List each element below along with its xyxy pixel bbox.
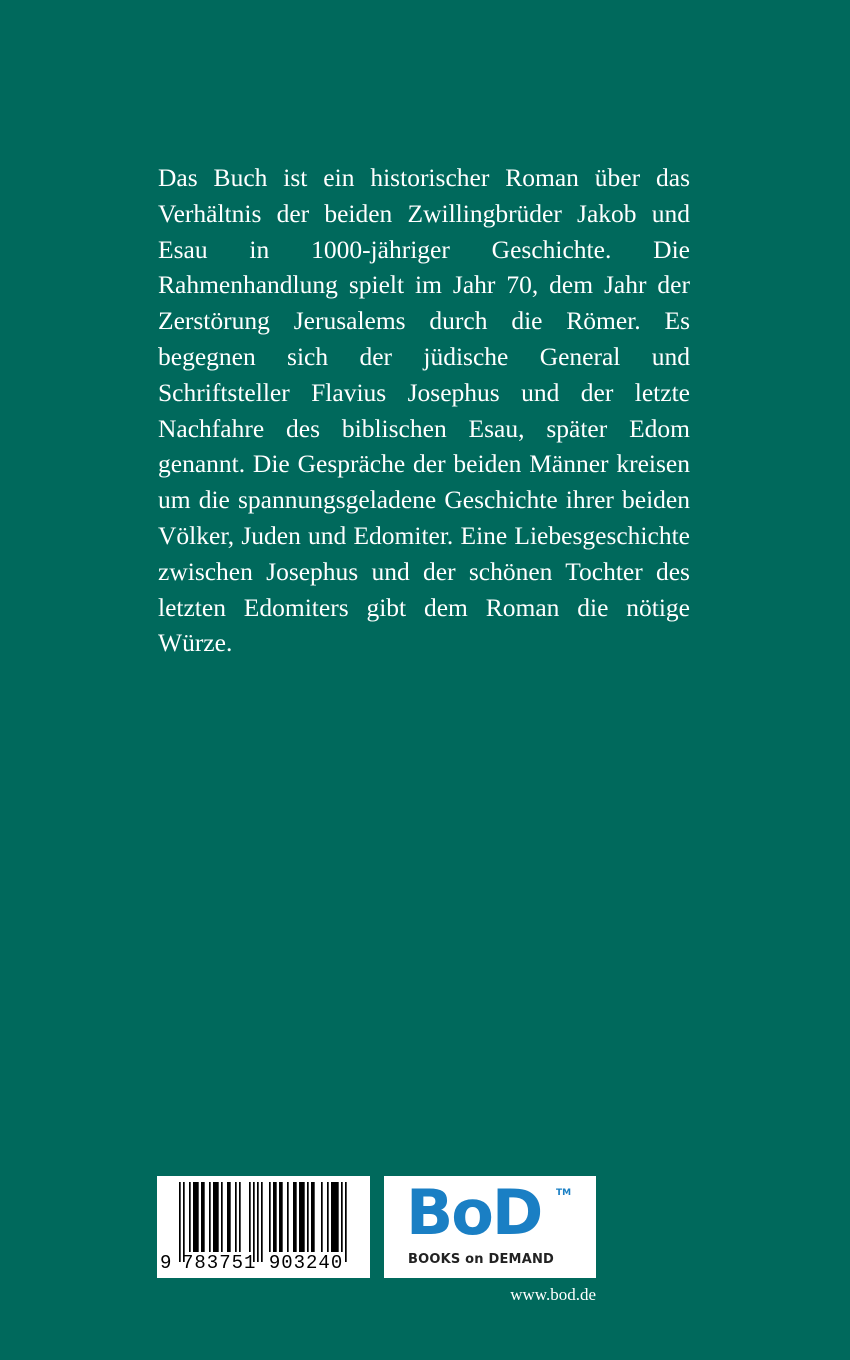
barcode-bar [299, 1182, 305, 1252]
barcode-bar [201, 1182, 205, 1252]
barcode-bar [189, 1182, 191, 1252]
barcode-bar [193, 1182, 199, 1252]
trademark-mark: TM [556, 1188, 572, 1198]
barcode-bar [209, 1182, 211, 1252]
isbn-rest-digits: 783751 903240 [182, 1252, 344, 1274]
barcode-bar [273, 1182, 277, 1252]
barcode-bar [227, 1182, 231, 1252]
barcode-bar [287, 1182, 289, 1252]
barcode-bar [249, 1182, 251, 1252]
barcode-bar [279, 1182, 283, 1252]
isbn-number [157, 1250, 370, 1276]
isbn-barcode [157, 1176, 370, 1278]
barcode-bar [341, 1182, 343, 1252]
isbn-first-digit: 9 [160, 1252, 172, 1274]
publisher-tagline: BOOKS on DEMAND [408, 1252, 555, 1267]
barcode-bar [239, 1182, 241, 1252]
publisher-url: www.bod.de [510, 1285, 596, 1304]
barcode-bar [307, 1182, 309, 1252]
barcode-bar [221, 1182, 223, 1252]
blurb-text: Das Buch ist ein historischer Roman über das Verhältnis der beiden Zwillingbrüder Jakob und Esau in 1000-jähriger Geschichte. Die Rahmenhandlung spielt im Jahr 70, dem Jahr der Zerstörung Jerusalems durch die Römer. Es begegnen sich der jüdische General und Schriftsteller Flavius Josephus und der letzte Nachfahre des biblischen Esau, später Edom genannt. Die Gespräche der beiden Männer kreisen um die spannungsgeladene Geschichte ihrer beiden Völker, Juden und Edomiter. Eine Liebesgeschichte zwischen Josephus und der schönen Tochter des letzten Edomiters gibt dem Roman die nötige Würze. [158, 163, 690, 658]
barcode-bar [269, 1182, 271, 1252]
barcode-bar [321, 1182, 323, 1252]
barcode-bar [213, 1182, 219, 1252]
bod-logo: BoD [406, 1176, 542, 1249]
barcode-bar [235, 1182, 237, 1252]
publisher-logo-box [384, 1176, 596, 1278]
barcode-bar [293, 1182, 297, 1252]
barcode-bar [327, 1182, 329, 1252]
barcode-bar [311, 1182, 315, 1252]
barcode-bar [331, 1182, 339, 1252]
